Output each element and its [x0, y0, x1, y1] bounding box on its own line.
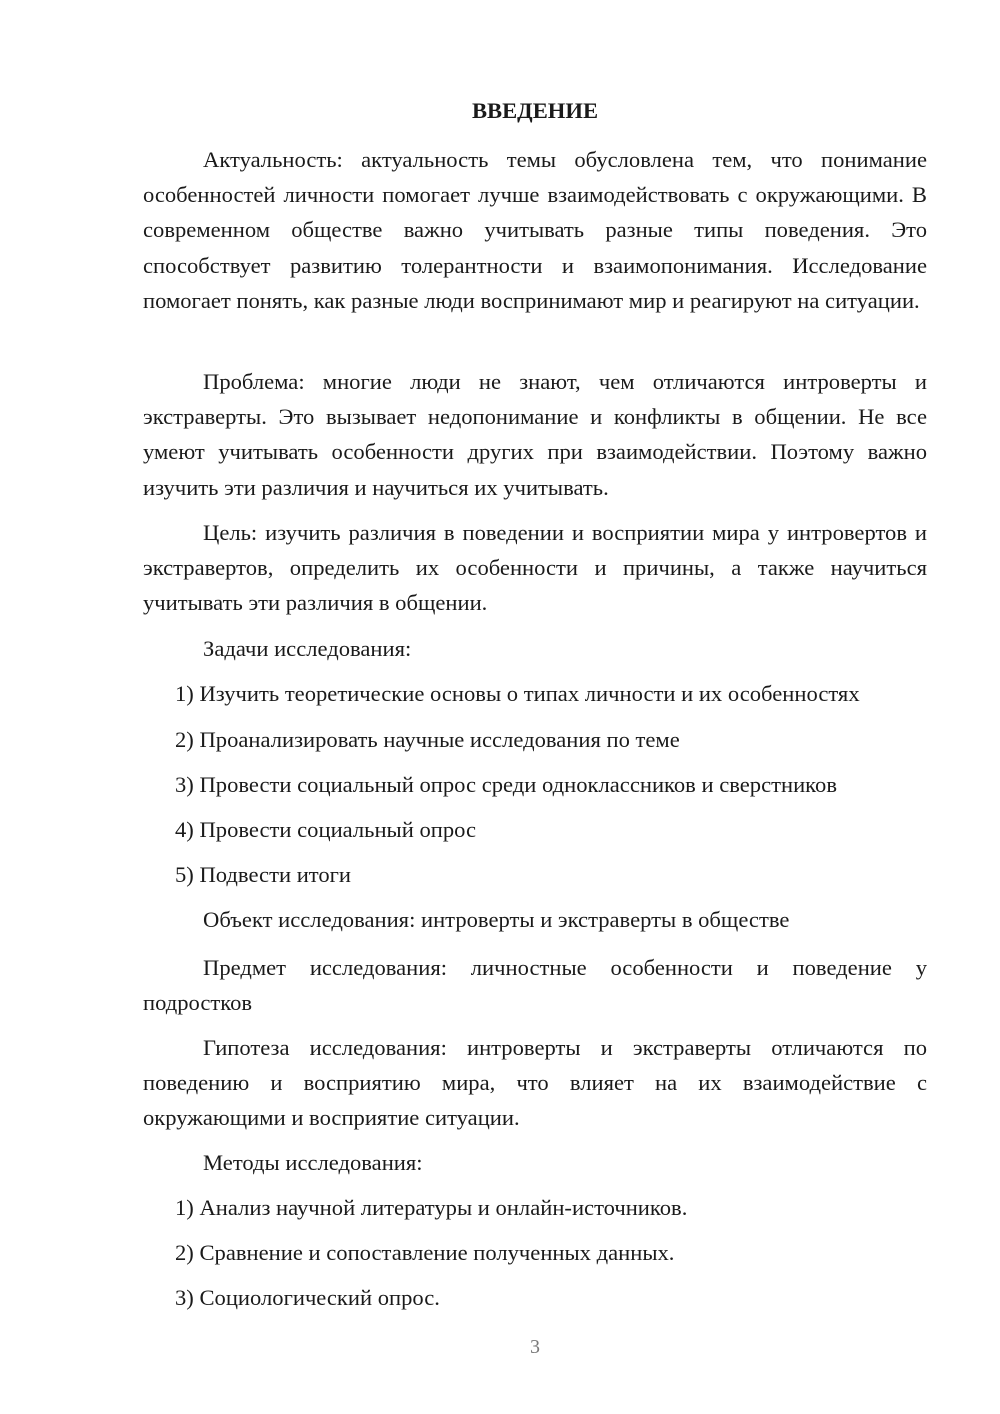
methods-heading: Методы исследования:	[203, 1150, 423, 1175]
method-item: 1) Анализ научной литературы и онлайн-источников.	[175, 1195, 688, 1220]
subject-paragraph: Предмет исследования: личностные особенности и поведение у подростков	[143, 955, 927, 1016]
task-item: 3) Провести социальный опрос среди одноклассников и сверстников	[175, 772, 837, 797]
task-item: 4) Провести социальный опрос	[175, 817, 477, 842]
task-item: 1) Изучить теоретические основы о типах личности и их особенностях	[175, 681, 860, 706]
goal-paragraph: Цель: изучить различия в поведении и восприятии мира у интровертов и экстравертов, определить их особенности и причины, а также научиться учитывать эти различия в общении.	[143, 520, 927, 616]
task-item: 2) Проанализировать научные исследования по теме	[175, 727, 680, 752]
hypothesis-paragraph: Гипотеза исследования: интроверты и экстраверты отличаются по поведению и восприятию мира, что влияет на их взаимодействие с окружающими и восприятие ситуации.	[143, 1035, 927, 1131]
page-number: 3	[530, 1336, 540, 1358]
method-item: 2) Сравнение и сопоставление полученных данных.	[175, 1240, 675, 1265]
task-item: 5) Подвести итоги	[175, 862, 352, 887]
object-line: Объект исследования: интроверты и экстраверты в обществе	[203, 907, 790, 932]
tasks-heading: Задачи исследования:	[203, 636, 412, 661]
problem-paragraph: Проблема: многие люди не знают, чем отличаются интроверты и экстраверты. Это вызывает недопонимание и конфликты в общении. Не все умеют учитывать особенности других при взаимодействии. Поэтому важно изучить эти различия и научиться их учитывать.	[143, 369, 927, 500]
page-title: ВВЕДЕНИЕ	[471, 98, 599, 123]
relevance-paragraph: Актуальность: актуальность темы обусловлена тем, что понимание особенностей личности помогает лучше взаимодействовать с окружающими. В современном обществе важно учитывать разные типы поведения. Это способствует развитию толерантности и взаимопонимания. Исследование помогает понять, как разные люди воспринимают мир и реагируют на ситуации.	[143, 147, 927, 313]
method-item: 3) Социологический опрос.	[175, 1285, 440, 1310]
